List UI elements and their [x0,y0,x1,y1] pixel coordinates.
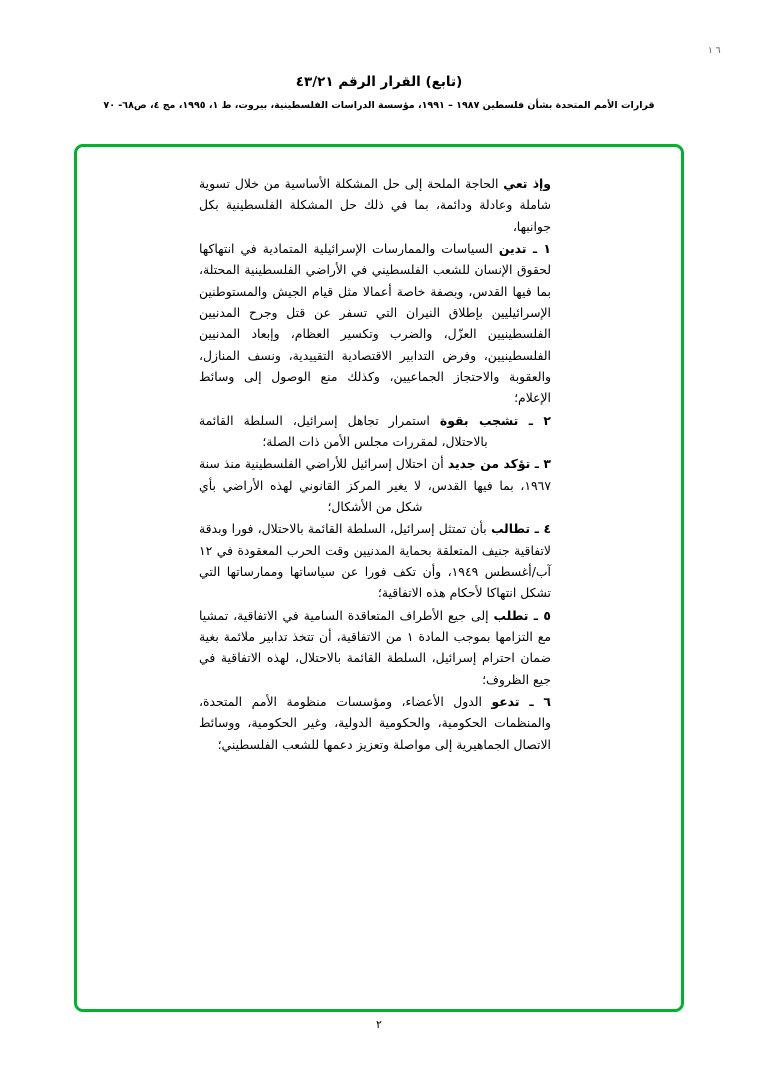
document-header [0,0,758,112]
paragraph-text: بأن تمتثل إسرائيل، السلطة القائمة بالاحتلال، فورا وبدقة لاتفاقية جنيف المتعلقة بحماية المدنيين وقت الحرب المعقودة في ١٢ آب/أغسطس ١٩٤٩، وأن تكف فورا عن سياساتها وممارساتها التي تشكل انتهاكا لأحكام هذه الاتفاقية؛ [199,521,551,601]
paragraph-3 [199,453,551,517]
paragraph-text: السياسات والممارسات الإسرائيلية المتمادية في انتهاكها لحقوق الإنسان للشعب الفلسطيني في الأراضي الفلسطينية المحتلة، بما فيها القدس، وبصفة خاصة أعمالا مثل قيام الجيش والمستوطنين الإسرائيليين بإطلاق النيران التي تسفر عن قتل وجرح المدنيين الفلسطينيين العزّل، والضرب وتكسير العظام، وإبعاد المدنيين الفلسطينيين، وفرض التدابير الاقتصادية التقييدية، ونسف المنازل، والعقوبة والاحتجاز الجماعيين، وكذلك منع الوصول إلى وسائط الإعلام؛ [199,240,551,406]
page-title: (تابع) القرار الرقم ٤٣/٢١ [295,74,463,90]
paragraph-lead: ١ ـ تدين [498,240,551,256]
paragraph-text: أن احتلال إسرائيل للأراضي الفلسطينية منذ سنة ١٩٦٧، بما فيها القدس، لا يغير المركز القانوني لهذه الأراضي بأي شكل من الأشكال؛ [199,456,551,514]
paragraph-lead: وإذ تعي [503,176,552,191]
content-frame [74,144,684,1012]
paragraph-1 [199,238,551,409]
paragraph-2 [199,410,551,453]
paragraph-5 [199,605,551,690]
paragraph-text: استمرار تجاهل إسرائيل، السلطة القائمة بالاحتلال، لمقررات مجلس الأمن ذات الصلة؛ [199,412,488,449]
paragraph-lead: ٤ ـ تطالب [490,521,552,537]
page-number: ٢ [376,1018,382,1031]
paragraph-lead: ٢ ـ تشجب بقوة [439,412,551,428]
paragraph-6 [199,691,551,755]
source-citation: قرارات الأمم المتحدة بشأن فلسطين ١٩٨٧ – ١٩٩١، مؤسسة الدراسات الفلسطينية، بيروت، ط ١، ١٩٩٥، مج ٤، ص٦٨- ٧٠ [103,100,655,111]
paragraph-text: إلى جيع الأطراف المتعاقدة السامية في الاتفاقية، تمشيا مع التزامها بموجب المادة ١ من الاتفاقية، أن تتخذ تدابير ملائمة بغية ضمان احترام إسرائيل، السلطة القائمة بالاحتلال، لهذه الاتفاقية في جيع الظروف؛ [199,607,551,687]
resolution-body [199,173,551,756]
paragraph-lead: ٥ ـ تطلب [493,607,551,623]
paragraph-lead: ٣ ـ تؤكد من جديد [447,456,551,472]
paragraph-preamble [199,173,551,237]
paragraph-text: الدول الأعضاء، ومؤسسات منظومة الأمم المتحدة، والمنظمات الحكومية، والحكومية الدولية، وغير الحكومية، ووسائط الاتصال الجماهيرية إلى مواصلة وتعزيز دعمها للشعب الفلسطيني؛ [199,693,551,752]
paragraph-text: الحاجة الملحة إلى حل المشكلة الأساسية من خلال تسوية شاملة وعادلة ودائمة، بما في ذلك حل المشكلة الفلسطينية بكل جوانبها، [199,176,551,234]
paragraph-4 [199,518,551,603]
paragraph-lead: ٦ ـ تدعو [491,693,551,709]
corner-page-mark: ٦ ١ [708,46,721,56]
